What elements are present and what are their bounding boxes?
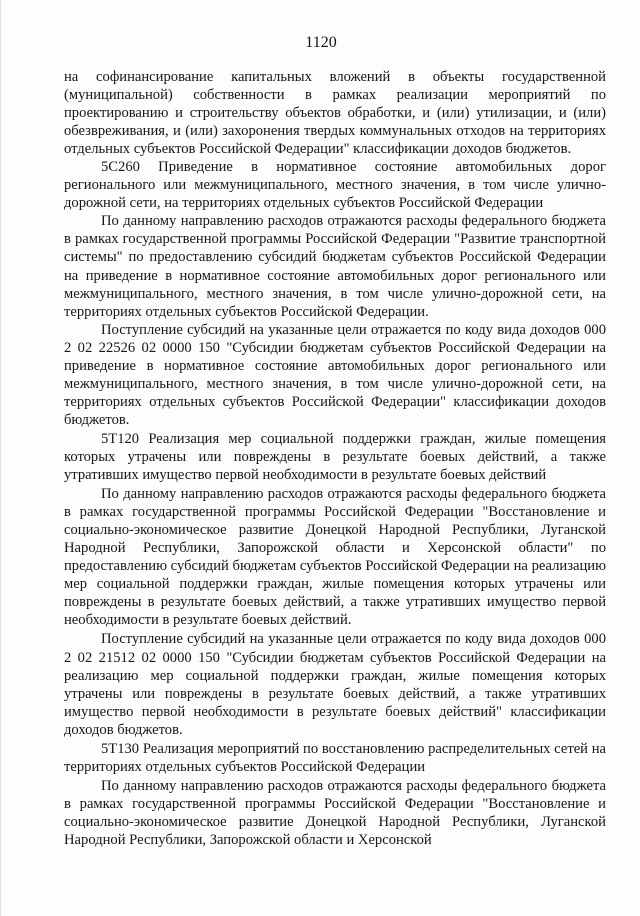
paragraph-1: на софинансирование капитальных вложений в объекты государственной (муниципальной) собственности в рамках реализации мероприятий по проектированию и строительству объектов обработки, и (или) утилизации, и (или) обезвреживания, и (или) захоронения твердых коммунальных отходов на территориях отдельных субъектов Российской Федерации" классификации доходов бюджетов. bbox=[64, 69, 606, 158]
paragraph-6: По данному направлению расходов отражаются расходы федерального бюджета в рамках государственной программы Российской Федерации "Восстановление и социально-экономическое развитие Донецкой Народной Республики, Луганской Народной Республики, Запорожской области и Херсонской области" по предоставлению субсидий бюджетам субъектов Российской Федерации на реализацию мер социальной поддержки граждан, жилые помещения которых утрачены или повреждены в результате боевых действий, а также утративших имущество первой необходимости в результате боевых действий. bbox=[64, 486, 606, 629]
page-number: 1120 bbox=[305, 34, 337, 51]
paragraph-heading-5t130: 5Т130 Реализация мероприятий по восстановлению распределительных сетей на территориях отдельных субъектов Российской Федерации bbox=[64, 740, 606, 775]
paragraph-heading-5t120: 5Т120 Реализация мер социальной поддержки граждан, жилые помещения которых утрачены или повреждены в результате боевых действий, а также утративших имущество первой необходимости в результате боевых действий bbox=[64, 430, 606, 484]
paragraph-9: По данному направлению расходов отражаются расходы федерального бюджета в рамках государственной программы Российской Федерации "Восстановление и социально-экономическое развитие Донецкой Народной Республики, Луганской Народной Республики, Запорожской области и Херсонской bbox=[64, 777, 606, 848]
document-body bbox=[64, 68, 606, 849]
paragraph-heading-5c260: 5С260 Приведение в нормативное состояние автомобильных дорог регионального или межмуниципального, местного значения, в том числе улично-дорожной сети, на территориях отдельных субъектов Российской Федерации bbox=[64, 159, 606, 212]
paragraph-7: Поступление субсидий на указанные цели отражается по коду вида доходов 000 2 02 21512 02 0000 150 "Субсидии бюджетам субъектов Российской Федерации на реализацию мер социальной поддержки граждан, жилые помещения которых утрачены или повреждены в результате боевых действий, а также утративших имущество первой необходимости в результате боевых действий" классификации доходов бюджетов. bbox=[64, 631, 606, 738]
paragraph-4: Поступление субсидий на указанные цели отражается по коду вида доходов 000 2 02 22526 02 0000 150 "Субсидии бюджетам субъектов Российской Федерации на приведение в нормативное состояние автомобильных дорог регионального или межмуниципального, местного значения, в том числе улично-дорожной сети, на территориях отдельных субъектов Российской Федерации" классификации доходов бюджетов. bbox=[64, 321, 606, 428]
paragraph-3: По данному направлению расходов отражаются расходы федерального бюджета в рамках государственной программы Российской Федерации "Развитие транспортной системы" по предоставлению субсидий бюджетам субъектов Российской Федерации на приведение в нормативное состояние автомобильных дорог регионального или межмуниципального, местного значения, в том числе улично-дорожной сети, на территориях отдельных субъектов Российской Федерации. bbox=[64, 213, 606, 320]
